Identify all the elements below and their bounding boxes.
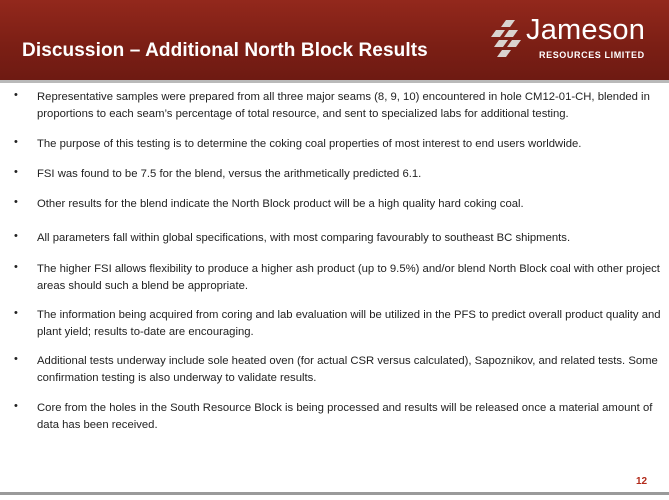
slide-title: Discussion – Additional North Block Results (22, 40, 428, 61)
footer-divider (0, 492, 669, 495)
bullet-text: The information being acquired from coring and lab evaluation will be utilized in the PFS to predict overall product quality and plant yield; results to-date are encouraging. (37, 309, 661, 338)
bullet-marker: • (14, 196, 18, 208)
bullet-marker: • (14, 230, 18, 242)
bullet-text: Representative samples were prepared from all three major seams (8, 9, 10) encountered in hole CM12-01-CH, blended in proportions to each seam’s percentage of total resource, and sent to specialized labs for additional testing. (37, 91, 650, 120)
bullet-text: The purpose of this testing is to determine the coking coal properties of most interest to end users worldwide. (37, 138, 582, 150)
logo-name: Jameson (526, 14, 646, 46)
bullet-text: Additional tests underway include sole heated oven (for actual CSR versus calculated), Sapoznikov, and related tests. Some confirmation testing is also underway to validate results. (37, 355, 658, 384)
bullet-marker: • (14, 89, 18, 101)
bullet-marker: • (14, 261, 18, 273)
bullet-text: Other results for the blend indicate the North Block product will be a high quality hard coking coal. (37, 198, 524, 210)
bullet-marker: • (14, 136, 18, 148)
bullet-marker: • (14, 353, 18, 365)
bullet-text: FSI was found to be 7.5 for the blend, versus the arithmetically predicted 6.1. (37, 168, 422, 180)
bullet-text: Core from the holes in the South Resource Block is being processed and results will be released once a material amount of data has been received. (37, 402, 653, 431)
bullet-marker: • (14, 400, 18, 412)
bullet-text: The higher FSI allows flexibility to produce a higher ash product (up to 9.5%) and/or blend North Block coal with other project areas should such a blend be appropriate. (37, 263, 660, 292)
page-number: 12 (636, 476, 648, 487)
logo-subtitle: RESOURCES LIMITED (539, 50, 645, 60)
bullet-text: All parameters fall within global specifications, with most comparing favourably to southeast BC shipments. (37, 232, 571, 244)
bullet-marker: • (14, 166, 18, 178)
bullet-marker: • (14, 307, 18, 319)
